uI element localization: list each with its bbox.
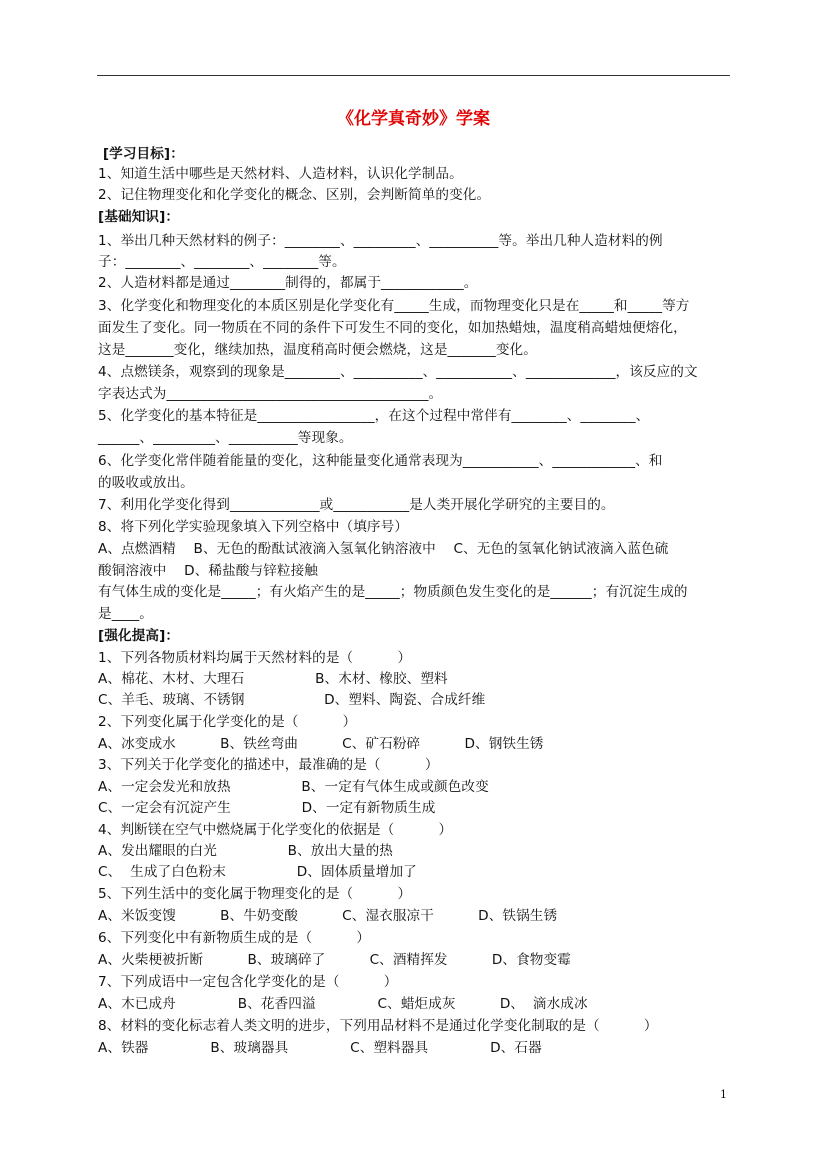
text-line: 6、下列变化中有新物质生成的是（ ） — [98, 930, 371, 946]
text-line: A、米饭变馊 B、牛奶变酸 C、湿衣服凉干 D、铁锅生锈 — [98, 908, 558, 924]
text-line: A、木已成舟 B、花香四溢 C、蜡炬成灰 D、 滴水成冰 — [98, 996, 588, 1012]
page-number: 1 — [720, 1088, 727, 1101]
text-line: 5、化学变化的基本特征是_________________，在这个过程中常伴有________、________、 — [98, 408, 650, 424]
text-line: 2、下列变化属于化学变化的是（ ） — [98, 714, 357, 730]
text-line: 3、下列关于化学变化的描述中，最准确的是（ ） — [98, 757, 439, 773]
text-line: 面发生了变化。同一物质在不同的条件下可发生不同的变化，如加热蜡烛，温度稍高蜡烛便熔化， — [98, 320, 687, 336]
text-line: 2、人造材料都是通过________制得的，都属于____________。 — [98, 275, 478, 291]
section-heading: [学习目标]： — [98, 146, 184, 162]
text-line: 酸铜溶液中 D、稀盐酸与锌粒接触 — [98, 563, 318, 579]
text-line: 2、记住物理变化和化学变化的概念、区别，会判断简单的变化。 — [98, 187, 491, 203]
text-line: 8、材料的变化标志着人类文明的进步，下列用品材料不是通过化学变化制取的是（ ） — [98, 1018, 658, 1034]
header-rule — [97, 75, 730, 76]
text-line: 1、举出几种天然材料的例子：________、_________、__________等。举出几种人造材料的例 — [98, 233, 663, 249]
text-line: A、点燃酒精 B、无色的酚酞试液滴入氢氧化钠溶液中 C、无色的氢氧化钠试液滴入蓝色硫 — [98, 541, 669, 557]
text-line: C、一定会有沉淀产生 D、一定有新物质生成 — [98, 800, 436, 816]
text-line: 8、将下列化学实验现象填入下列空格中（填序号） — [98, 519, 409, 535]
text-line: A、冰变成水 B、铁丝弯曲 C、矿石粉碎 D、钢铁生锈 — [98, 736, 544, 752]
text-line: 字表达式为______________________________________。 — [98, 386, 443, 402]
text-line: 4、点燃镁条，观察到的现象是________、__________、___________、_____________，该反应的文 — [98, 364, 698, 380]
text-line: 4、判断镁在空气中燃烧属于化学变化的依据是（ ） — [98, 822, 453, 838]
text-line: 是____。 — [98, 606, 153, 622]
text-line: 5、下列生活中的变化属于物理变化的是（ ） — [98, 886, 412, 902]
text-line: 1、知道生活中哪些是天然材料、人造材料，认识化学制品。 — [98, 166, 463, 182]
text-line: 7、下列成语中一定包含化学变化的是（ ） — [98, 974, 398, 990]
page-title: 《化学真奇妙》学案 — [337, 109, 490, 129]
text-line: 7、利用化学变化得到_____________或___________是人类开展化学研究的主要目的。 — [98, 497, 615, 513]
text-line: ______、_________、__________等现象。 — [98, 430, 353, 446]
text-line: 的吸收或放出。 — [98, 475, 194, 491]
text-line: A、铁器 B、玻璃器具 C、塑料器具 D、石器 — [98, 1040, 542, 1056]
text-line: 1、下列各物质材料均属于天然材料的是（ ） — [98, 650, 412, 666]
text-line: A、火柴梗被折断 B、玻璃碎了 C、酒精挥发 D、食物变霉 — [98, 952, 571, 968]
text-line: A、棉花、木材、大理石 B、木材、橡胶、塑料 — [98, 671, 448, 687]
text-line: C、 生成了白色粉末 D、固体质量增加了 — [98, 864, 417, 880]
section-heading: [强化提高]： — [98, 628, 180, 644]
text-line: C、羊毛、玻璃、不锈钢 D、塑料、陶瓷、合成纤维 — [98, 692, 486, 708]
text-line: 子：________、________、________等。 — [98, 254, 346, 270]
text-line: 6、化学变化常伴随着能量的变化，这种能量变化通常表现为___________、____________、和 — [98, 453, 663, 469]
section-heading: [基础知识]： — [98, 209, 180, 225]
text-line: A、发出耀眼的白光 B、放出大量的热 — [98, 843, 393, 859]
text-line: 有气体生成的变化是_____；有火焰产生的是_____；物质颜色发生变化的是______；有沉淀生成的 — [98, 584, 688, 600]
text-line: A、一定会发光和放热 B、一定有气体生成或颜色改变 — [98, 779, 489, 795]
text-line: 3、化学变化和物理变化的本质区别是化学变化有_____生成，而物理变化只是在_____和_____等方 — [98, 298, 690, 314]
text-line: 这是_______变化，继续加热，温度稍高时便会燃烧，这是_______变化。 — [98, 342, 537, 358]
